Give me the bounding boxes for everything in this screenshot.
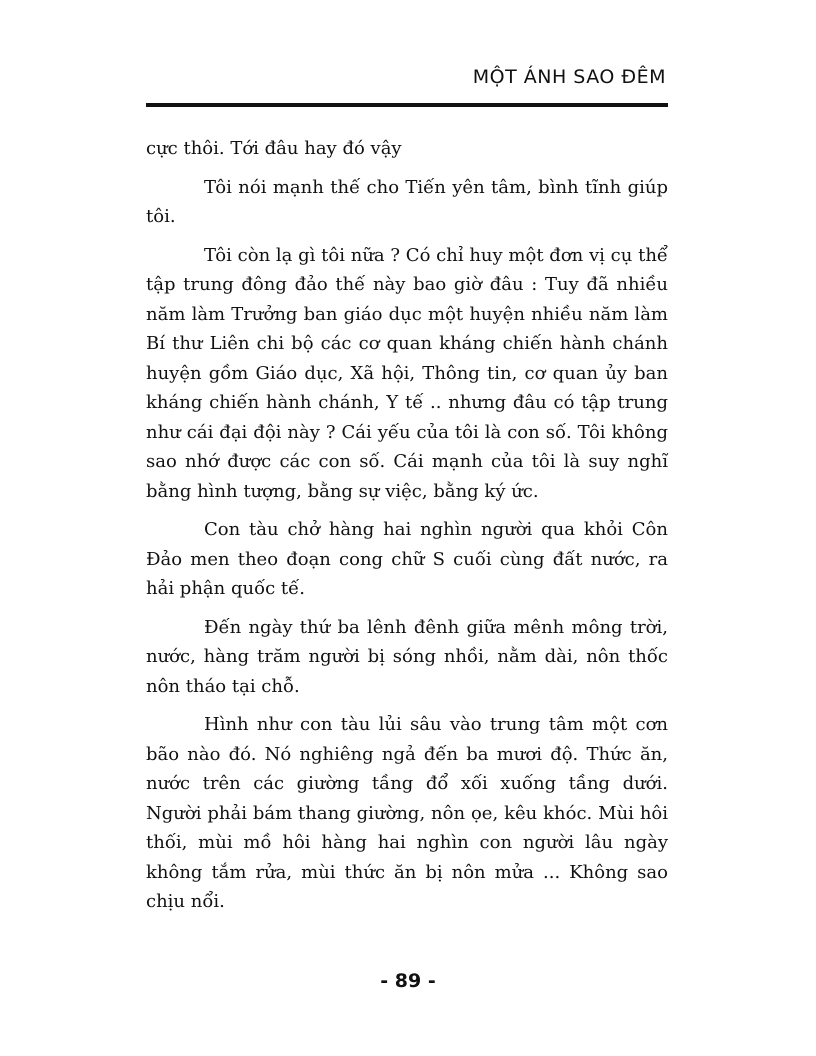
paragraph-5: Đến ngày thứ ba lênh đênh giữa mênh mông trời, nước, hàng trăm người bị sóng nhồi, nằm dài, nôn thốc nôn tháo tại chỗ.: [146, 616, 668, 697]
paragraph-3: Tôi còn lạ gì tôi nữa ? Có chỉ huy một đơn vị cụ thể tập trung đông đảo thế này bao giờ đâu : Tuy đã nhiều năm làm Trưởng ban giáo dục một huyện nhiều năm làm Bí thư Liên chi bộ các cơ quan kháng chiến hành chánh huyện gồm Giáo dục, Xã hội, Thông tin, cơ quan ủy ban kháng chiến hành chánh, Y tế .. nhưng đâu có tập trung như cái đại đội này ? Cái yếu của tôi là con số. Tôi không sao nhớ được các con số. Cái mạnh của tôi là suy nghĩ bằng hình tượng, bằng sự việc, bằng ký ức.: [146, 244, 668, 502]
page-number: - 89 -: [380, 970, 436, 992]
paragraph-1: cực thôi. Tới đâu hay đó vậy: [146, 138, 402, 159]
paragraph-2: Tôi nói mạnh thế cho Tiến yên tâm, bình tĩnh giúp tôi.: [146, 176, 668, 227]
paragraph-4: Con tàu chở hàng hai nghìn người qua khỏi Côn Đảo men theo đoạn cong chữ S cuối cùng đất nước, ra hải phận quốc tế.: [146, 519, 668, 599]
body-text: [146, 134, 668, 926]
header-rule: [146, 103, 668, 107]
paragraph-6: Hình như con tàu lủi sâu vào trung tâm một cơn bão nào đó. Nó nghiêng ngả đến ba mươi độ. Thức ăn, nước trên các giường tầng đổ xối xuống tầng dưới. Người phải bám thang giường, nôn ọe, kêu khóc. Mùi hôi thối, mùi mồ hôi hàng hai nghìn con người lâu ngày không tắm rửa, mùi thức ăn bị nôn mửa ... Không sao chịu nổi.: [146, 714, 668, 912]
running-header: MỘT ÁNH SAO ĐÊM: [472, 66, 666, 88]
